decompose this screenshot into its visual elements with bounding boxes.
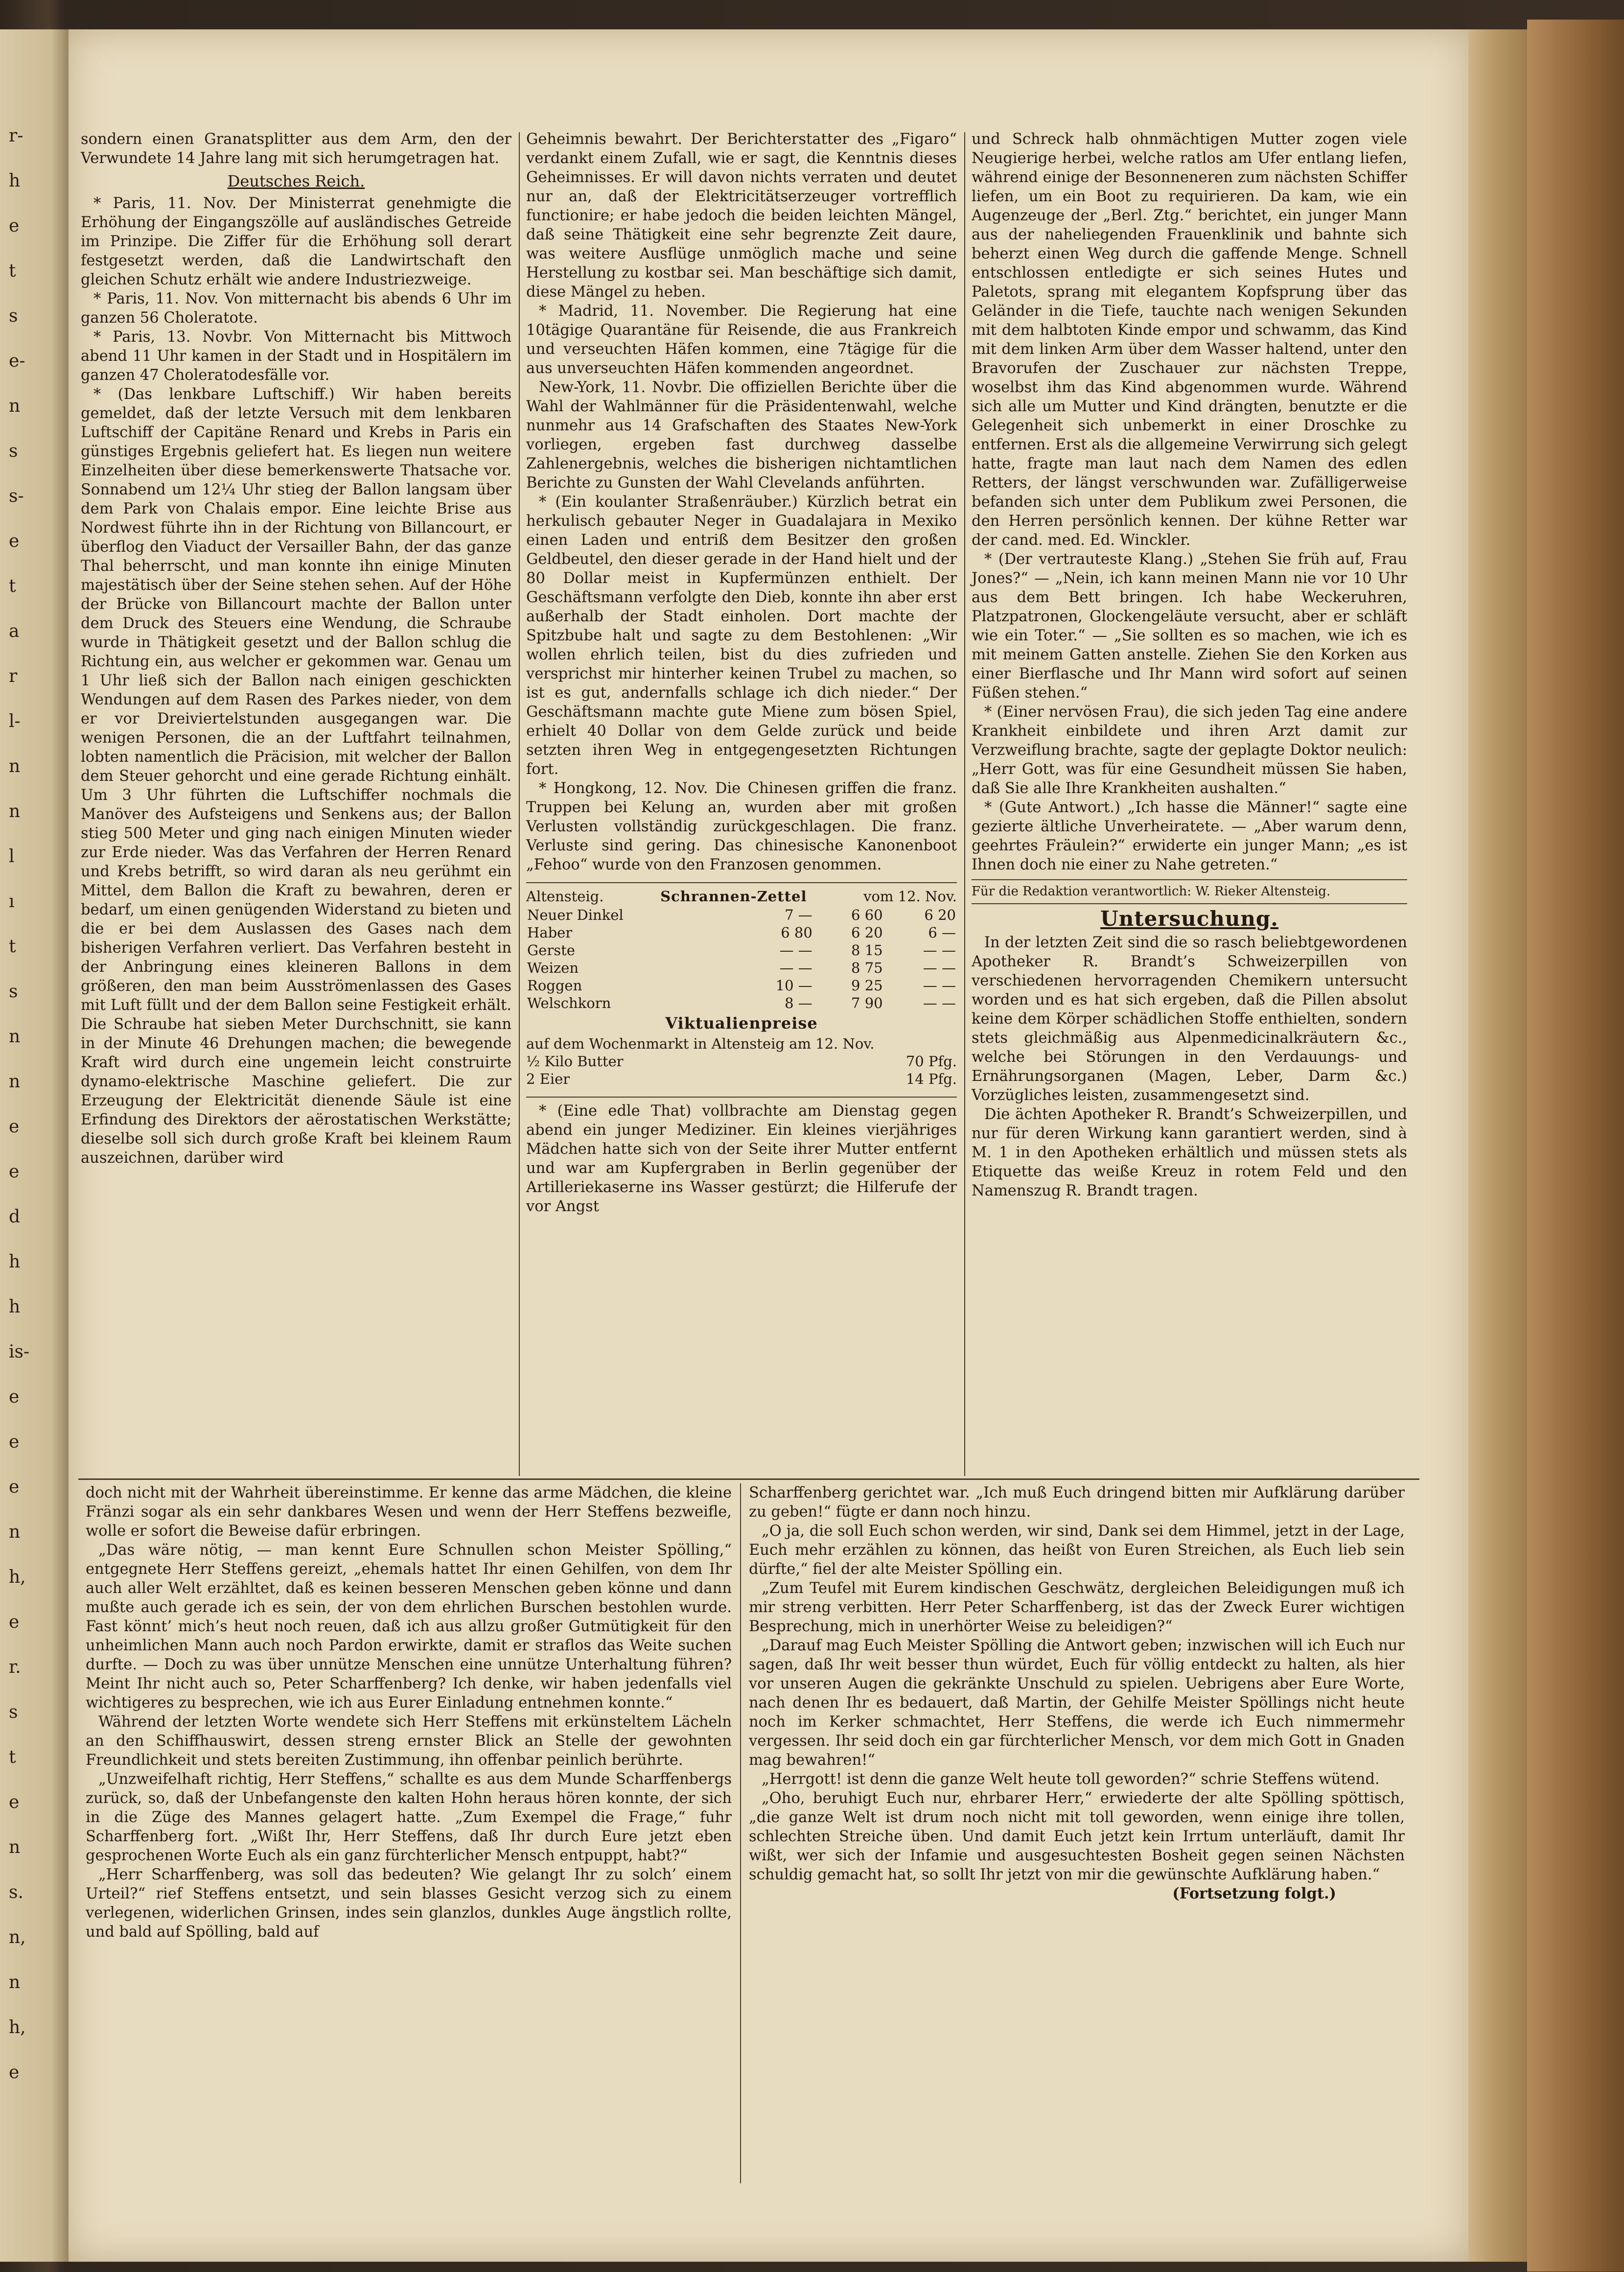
col1-article-3: * Paris, 13. Novbr. Von Mitternacht bis Mittwoch abend 11 Uhr kamen in der Stadt und in Hospitälern im ganzen 47 Choleratodesfälle vor. (81, 328, 511, 384)
col3-anecdote-3: * (Gute Antwort.) „Ich hasse die Männer!“ sagte eine gezierte ältliche Unverheiratete. — „Aber warum denn, geehrtes Fräulein?“ erwiderte ein junger Mann; „es ist Ihnen doch nie einer zu Nahe getreten.“ (972, 799, 1407, 873)
margin-fragment: n (9, 1837, 21, 1857)
margin-fragment: n (9, 1522, 21, 1542)
market-low: — — (923, 942, 956, 959)
col3-anecdote-2: * (Einer nervösen Frau), die sich jeden Tag eine andere Krankheit einbildete und ihren Arzt damit zur Verzweiflung brachte, sagte der geplagte Doktor neulich: „Herr Gott, was für eine Gesundheit müssen Sie haben, daß Sie alle Ihre Krankheiten aushalten.“ (972, 703, 1407, 797)
col2-article-newyork: New-York, 11. Novbr. Die offiziellen Berichte über die Wahl der Wahlmänner für die Präsidentenwahl, welche nunmehr aus 14 Grafschaften des Staates New-York vorliegen, ergeben fast durchweg dasselbe Zahlenergebnis, welches die bisherigen nichtamtlichen Berichte zu Gunsten der Wahl Clevelands anführten. (526, 379, 957, 492)
market-town: Altensteig. (526, 888, 604, 905)
feuilleton-paragraph: „O ja, die soll Euch schon werden, wir sind, Dank sei dem Himmel, jetzt in der Lage, Euch mehr erzählen zu können, das heißt von Euren Streichen, als Euch lieb sein dürfte,“ fiel der alte Meister Spölling ein. (749, 1522, 1405, 1578)
margin-fragment: l (9, 846, 15, 867)
margin-fragment: s (9, 306, 18, 326)
margin-fragment: e (9, 1387, 20, 1407)
margin-fragment: s (9, 982, 18, 1002)
margin-fragment: n (9, 1972, 21, 1992)
market-high: 10 — (775, 977, 812, 994)
margin-fragment: h, (9, 1567, 26, 1587)
market-row (526, 924, 957, 941)
margin-fragment: e (9, 1477, 20, 1497)
book-cover-edge (1527, 20, 1624, 2272)
market-high: 6 80 (781, 924, 812, 941)
feuilleton-divider-vertical (740, 1483, 741, 2183)
margin-fragment: s (9, 1702, 18, 1722)
prices-list (526, 1053, 957, 1088)
imprint-line: Für die Redaktion verantwortlich: W. Rieker Altensteig. (972, 884, 1331, 899)
margin-fragment: s (9, 441, 18, 461)
margin-fragment: h, (9, 2017, 26, 2038)
margin-fragment: t (9, 576, 16, 596)
market-mid: 6 20 (851, 924, 883, 941)
col3-article-rescue-cont: und Schreck halb ohnmächtigen Mutter zogen viele Neugierige herbei, welche ratlos am Ufer entlang liefen, während einige der Besonneneren zum nächsten Schiffer liefen, um ein Boot zu requirieren. Da kam, wie ein Augenzeuge der „Berl. Ztg.“ berichtet, ein junger Mann aus der naheliegenden Frauenklinik und bahnte sich beherzt einen Weg durch die gaffende Menge. Schnell entschlossen entledigte er sich seines Hutes und Paletots, sprang mit elegantem Kopfsprung über das Geländer in die Tiefe, tauchte nach wenigen Sekunden mit dem halbtoten Kinde empor und schwamm, das Kind mit dem linken Arm über dem Wasser haltend, unter den Bravorufen der Zuschauer zur nächsten Treppe, woselbst ihm das Kind abgenommen wurde. Während sich alle um Mutter und Kind drängten, benutzte er die Gelegenheit sich unbemerkt in einer Droschke zu entfernen. Erst als die allgemeine Verwirrung sich gelegt hatte, fragte man laut nach dem Namen des edlen Retters, der längst verschwunden war. Zufälligerweise befanden sich unter dem Publikum zwei Personen, die den Herren persönlich kennen. Der kühne Retter war der cand. med. Ed. Winckler. (972, 131, 1407, 549)
advertisement-title: Untersuchung. (1100, 907, 1278, 931)
previous-page-edge (0, 29, 73, 2262)
market-low: 6 20 (924, 907, 956, 923)
market-table (526, 906, 957, 1012)
column-divider-2 (964, 132, 965, 1476)
price-value: 70 Pfg. (905, 1053, 957, 1070)
column-1 (81, 130, 511, 1168)
prices-title: Viktualienpreise (665, 1014, 818, 1032)
margin-fragment: d (9, 1207, 21, 1227)
market-row (526, 959, 957, 977)
market-grain: Roggen (527, 977, 582, 994)
advertisement-text-1: In der letzten Zeit sind die so rasch beliebtgewordenen Apotheker R. Brandt’s Schweizerpillen von verschiedenen hervorragenden Chemikern untersucht worden und es hat sich ergeben, daß die Pillen absolut keine dem Körper schädlichen Stoffe enthielten, sondern stets gleichmäßig aus Alpenmedicinalkräutern &c., welche bei Störungen in den Verdauungs- und Ernährungsorganen (Magen, Leber, Darm &c.) Vorzügliches leisten, zusammengesetzt sind. (972, 934, 1407, 1104)
margin-fragment: e (9, 1162, 20, 1182)
market-mid: 8 75 (851, 960, 883, 976)
col2-article-rescue: * (Eine edle That) vollbrachte am Dienstag gegen abend ein junger Mediziner. Ein kleines vierjähriges Mädchen hatte sich von der Seite ihrer Mutter entfernt und war am Kupfergraben in Berlin gegenüber der Artilleriekaserne ins Wasser gestürzt; die Hilferufe der vor Angst (526, 1102, 957, 1215)
margin-fragment: l- (9, 711, 21, 731)
feuilleton-left-column (86, 1483, 732, 1942)
price-row (526, 1053, 957, 1070)
margin-fragment: r. (9, 1657, 21, 1677)
market-row (526, 994, 957, 1012)
newspaper-page (69, 29, 1468, 2262)
market-mid: 9 25 (851, 977, 883, 994)
feuilleton-paragraph: „Herrgott! ist denn die ganze Welt heute toll geworden?“ schrie Steffens wütend. (762, 1771, 1380, 1788)
feuilleton-paragraph: „Zum Teufel mit Eurem kindischen Geschwätz, dergleichen Beleidigungen muß ich mir streng verbitten. Herr Peter Scharffenberg, ist das der Zweck Eurer wichtigen Besprechung, mich in unerhörter Weise zu beleidigen?“ (749, 1580, 1405, 1635)
market-grain: Weizen (527, 960, 579, 976)
market-header (526, 887, 957, 906)
market-low: — — (923, 995, 956, 1011)
margin-fragment: e (9, 216, 20, 236)
col2-article-hongkong: * Hongkong, 12. Nov. Die Chinesen griffen die franz. Truppen bei Kelung an, wurden aber mit großen Verlusten vollständig zurückgeschlagen. Die franz. Verluste sind gering. Das chinesische Kanonenboot „Fehoo“ wurde von den Franzosen genommen. (526, 780, 957, 873)
feuilleton-right-column (749, 1483, 1405, 1903)
market-row (526, 977, 957, 994)
market-grain: Haber (527, 924, 573, 941)
margin-fragment: n (9, 1027, 21, 1047)
column-divider-1 (519, 132, 520, 1476)
column-3 (972, 130, 1407, 1200)
col1-article-1: * Paris, 11. Nov. Der Ministerrat genehmigte die Erhöhung der Eingangszölle auf ausländisches Getreide im Prinzipe. Die Ziffer für die Erhöhung soll derart festgesetzt werden, daß die Landwirtschaft den gleichen Schutz erhält wie andere Industriezweige. (81, 195, 511, 288)
margin-fragment: s. (9, 1882, 23, 1902)
price-item: ½ Kilo Butter (526, 1053, 624, 1070)
margin-fragment: e (9, 1117, 20, 1137)
feuilleton-paragraph: „Darauf mag Euch Meister Spölling die Antwort geben; inzwischen will ich Euch nur sagen, daß Ihr weit besser thun würdet, Euch für völlig entdeckt zu halten, als hier vor unseren Augen die gekränkte Unschuld zu spielen. Uebrigens aber Eure Worte, nach denen Ihr es bedauert, daß Martin, der Gehilfe Meister Spöllings nicht heute noch im Kerker schmachtet, Herr Steffens, die werde ich Euch nimmermehr vergessen. Ihr seid doch ein gar fürchterlicher Mensch, vor dem mich Gott in Gnaden mag bewahren!“ (749, 1637, 1405, 1769)
continued-note: (Fortsetzung folgt.) (1172, 1885, 1336, 1902)
margin-fragment: n, (9, 1927, 26, 1947)
margin-fragment: t (9, 937, 16, 957)
margin-fragment: s- (9, 486, 24, 506)
margin-fragment: e (9, 1792, 20, 1812)
col3-anecdote-1: * (Der vertrauteste Klang.) „Stehen Sie früh auf, Frau Jones?“ — „Nein, ich kann meinen Mann nie vor 10 Uhr aus dem Bett bringen. Ich habe Weckeruhren, Platzpatronen, Glockengeläute versucht, aber er schläft wie ein Toter.“ — „Sie sollten es so machen, wie ich es mit meinem Gatten anstelle. Ziehen Sie den Korken aus einer Bierflasche und Ihr Mann wird sofort auf seinen Füßen stehen.“ (972, 551, 1407, 702)
market-grain: Neuer Dinkel (527, 907, 624, 923)
market-high: — — (779, 960, 812, 976)
market-date: vom 12. Nov. (863, 888, 957, 905)
margin-fragment: e (9, 531, 20, 551)
feuilleton-paragraph: doch nicht mit der Wahrheit übereinstimme. Er kenne das arme Mädchen, die kleine Fränzi sogar als ein sehr dankbares Wesen und wenn der Herr Steffens bezweifle, wolle er sofort die Beweise dafür erbringen. (86, 1484, 732, 1540)
column-2 (526, 130, 957, 1216)
margin-fragment: e (9, 1432, 20, 1452)
col2-article-robber: * (Ein koulanter Straßenräuber.) Kürzlich betrat ein herkulisch gebauter Neger in Guadalajara in Mexiko einen Laden und entriß dem Besitzer den großen Geldbeutel, den dieser gerade in der Hand hielt und der 80 Dollar meist in Kupfermünzen enthielt. Der Geschäftsmann verfolgte den Dieb, konnte ihn aber erst außerhalb der Stadt einholen. Dort machte der Spitzbube halt und sagte zu dem Bestohlenen: „Wir wollen ehrlich teilen, bist du dies zufrieden und versprichst mir hinterher keinen Trubel zu machen, so ist es gut, andernfalls schlage ich dich nieder.“ Der Geschäftsmann machte gute Miene zum bösen Spiel, erhielt 40 Dollar von dem Gelde zurück und beide setzten ihren Weg in entgegengesetzten Richtungen fort. (526, 493, 957, 778)
market-mid: 6 60 (851, 907, 883, 923)
margin-fragment: n (9, 801, 21, 821)
section-heading: Deutsches Reich. (227, 172, 365, 190)
price-value: 14 Pfg. (905, 1071, 957, 1087)
market-high: 8 — (785, 995, 812, 1011)
feuilleton-paragraph: Scharffenberg gerichtet war. „Ich muß Euch dringend bitten mir Aufklärung darüber zu geben!“ fügte er dann noch hinzu. (749, 1484, 1405, 1521)
market-mid: 7 90 (851, 995, 883, 1011)
margin-fragment: n (9, 1072, 21, 1092)
margin-fragment: h (9, 171, 21, 191)
margin-fragment: e- (9, 351, 25, 371)
margin-fragment: e (9, 1612, 20, 1632)
feuilleton-paragraph: Während der letzten Worte wendete sich Herr Steffens mit erkünsteltem Lächeln an den Schiffhauswirt, dessen streng ernster Blick an Stelle der gewohnten Freundlichkeit und stets bereiten Zustimmung, ihn offenbar peinlich berührte. (86, 1713, 732, 1769)
col2-article-1: Geheimnis bewahrt. Der Berichterstatter des „Figaro“ verdankt einem Zufall, wie er sagt, die Kenntnis dieses Geheimnisses. Er will davon nichts verraten und deutet nur an, daß der Elektricitätserzeuger vortrefflich functionire; er habe jedoch die beiden leichten Mängel, daß seine Thätigkeit eine sehr begrenzte Zeit daure, was weitere Ausflüge unmöglich mache und seine Herstellung zu kostbar sei. Man beschäftige sich damit, diese Mängel zu heben. (526, 131, 957, 301)
market-row (526, 906, 957, 924)
col2-article-madrid: * Madrid, 11. November. Die Regierung hat eine 10tägige Quarantäne für Reisende, die aus Frankreich und verseuchten Häfen kommen, eine 7tägige für die aus unverseuchten Häfen kommenden angeordnet. (526, 303, 957, 377)
market-grain: Gerste (527, 942, 575, 959)
feuilleton-divider (78, 1478, 1419, 1480)
col1-article-2: * Paris, 11. Nov. Von mitternacht bis abends 6 Uhr im ganzen 56 Choleratote. (81, 290, 511, 327)
margin-fragment: n (9, 756, 21, 776)
price-item: 2 Eier (526, 1071, 570, 1087)
market-low: — — (923, 960, 956, 976)
price-row (526, 1070, 957, 1088)
prices-intro: auf dem Wochenmarkt in Altensteig am 12. Nov. (526, 1035, 875, 1052)
market-mid: 8 15 (851, 942, 883, 959)
margin-fragment: r- (9, 126, 23, 146)
market-high: 7 — (785, 907, 812, 923)
market-row (526, 941, 957, 959)
market-low: — — (923, 977, 956, 994)
market-report (526, 882, 957, 1088)
market-high: — — (779, 942, 812, 959)
col1-intro: sondern einen Granatsplitter aus dem Arm, den der Verwundete 14 Jahre lang mit sich herumgetragen hat. (81, 131, 511, 167)
margin-fragment: e (9, 2062, 20, 2083)
margin-fragment: a (9, 621, 20, 641)
col1-article-airship: * (Das lenkbare Luftschiff.) Wir haben bereits gemeldet, daß der letzte Versuch mit dem lenkbaren Luftschiff der Capitäne Renard und Krebs in Paris ein günstiges Ergebnis geliefert hat. Es liegen nun weitere Einzelheiten über diese bemerkenswerte Thatsache vor. Sonnabend um 12¼ Uhr stieg der Ballon langsam über dem Park von Chalais empor. Eine leichte Brise aus Nordwest führte ihn in der Richtung von Billancourt, er überflog den Viaduct der Versailler Bahn, der das ganze Thal beherrscht, und man konnte ihn einige Minuten majestätisch über der Seine stehen sehen. Auf der Höhe der Brücke von Billancourt machte der Ballon unter dem Druck des Steuers eine Wendung, die Schraube wurde in Thätigkeit gesetzt und der Ballon schlug die Richtung ein, aus welcher er gekommen war. Genau um 1 Uhr ließ sich der Ballon nach einigen geschickten Wendungen auf dem Rasen des Parkes nieder, von dem er vor Dreiviertelstunden ausgegangen war. Die wenigen Personen, die an der Luftfahrt teilnahmen, lobten namentlich die Präcision, mit welcher der Ballon dem Steuer gehorcht und eine gerade Richtung einhält. Um 3 Uhr führten die Luftschiffer nochmals die Manöver des Aufsteigens und Senkens aus; der Ballon stieg 500 Meter und ging nach einigen Minuten wieder zur Erde nieder. Was das Verfahren der Herren Renard und Krebs betrifft, so wird daran als neu gerühmt ein Mittel, dem Ballon die Kraft zu bewahren, deren er bedarf, um einen genügenden Widerstand zu bieten und die er bei dem Auslassen des Gases nach dem bisherigen Verfahren verliert. Das Verfahren besteht in der Anbringung eines kleineren Ballons in dem größeren, den man beim Ausströmenlassen des Gases mit Luft füllt und der dem Ballon seine Festigkeit erhält. Die Schraube hat sieben Meter Durchschnitt, sie kann in der Minute 46 Drehungen machen; die bewegende Kraft wird durch eine ungemein leicht construirte dynamo-elektrische Maschine geliefert. Die zur Erzeugung der Elektricität dienende Säule ist eine Erfindung des Direktors der aërostatischen Werkstätte; dieselbe soll sich durch große Kraft bei kleinem Raum auszeichnen, darüber wird (81, 386, 511, 1167)
margin-fragment: h (9, 1297, 21, 1317)
margin-fragment: t (9, 261, 16, 281)
feuilleton-paragraph: „Oho, beruhigt Euch nur, ehrbarer Herr,“ erwiederte der alte Spölling spöttisch, „die ganze Welt ist drum noch nicht mit toll geworden, wenn einige ihre tollen, schlechten Streiche üben. Und damit Euch jetzt kein Irrtum unterläuft, damit Ihr wißt, wer sich der Infamie und ausgesuchtesten Bosheit gegen seinen Nächsten schuldig gemacht hat, so sollt Ihr jetzt von mir die gewünschte Aufklärung haben.“ (749, 1790, 1405, 1883)
margin-fragment: h (9, 1252, 21, 1272)
margin-fragment: t (9, 1747, 16, 1767)
feuilleton-paragraph: „Unzweifelhaft richtig, Herr Steffens,“ schallte es aus dem Munde Scharffenbergs zurück, so, daß der Unbefangenste den kalten Hohn heraus hören konnte, der sich in die Züge des Mannes gelagert hatte. „Zum Exempel die Frage,“ fuhr Scharffenberg fort. „Wißt Ihr, Herr Steffens, daß Ihr durch Eure jetzt eben gesprochenen Worte Euch als ein ganz fürchterlicher Mensch entpuppt, habt?“ (86, 1771, 732, 1864)
margin-fragment: r (9, 666, 18, 686)
margin-fragment: n (9, 396, 21, 416)
market-grain: Welschkorn (527, 995, 611, 1011)
page-stack-edge (1468, 29, 1527, 2262)
margin-fragment: ı (9, 891, 15, 912)
market-title: Schrannen-Zettel (660, 888, 807, 905)
margin-fragment: is- (9, 1342, 30, 1362)
advertisement-text-2: Die ächten Apotheker R. Brandt’s Schweizerpillen, und nur für deren Wirkung kann garantiert werden, sind à M. 1 in den Apotheken erhältlich und müssen stets als Etiquette das weiße Kreuz in rotem Feld und den Namenszug R. Brandt tragen. (972, 1106, 1407, 1199)
feuilleton-paragraph: „Das wäre nötig, — man kennt Eure Schnullen schon Meister Spölling,“ entgegnete Herr Steffens gereizt, „ehemals hattet Ihr einen Gehilfen, von dem Ihr auch aller Welt erzähltet, daß es keinen besseren Menschen geben könne und dann mußte auch gerade ich es sein, der von dem ehrlichen Burschen bestohlen wurde. Fast könnt’ mich’s heut noch reuen, daß ich aus allzu großer Gutmütigkeit für den unheimlichen Mann auch noch Pardon erwirkte, damit er straflos das Weite suchen durfte. — Doch zu was über unnütze Menschen eine unnütze Unterhaltung führen? Meint Ihr nicht auch so, Peter Scharffenberg? Ich denke, wir haben jedenfalls viel wichtigeres zu besprechen, wie ich aus Eurer Einladung entnehmen konnte.“ (86, 1542, 732, 1711)
feuilleton-paragraph: „Herr Scharffenberg, was soll das bedeuten? Wie gelangt Ihr zu solch’ einem Urteil?“ rief Steffens entsetzt, und sein blasses Gesicht verzog sich zu einem verlegenen, widerlichen Grinsen, indes sein glanzlos, dunkles Auge ängstlich rollte, und bald auf Spölling, bald auf (86, 1866, 732, 1941)
market-low: 6 — (928, 924, 956, 941)
